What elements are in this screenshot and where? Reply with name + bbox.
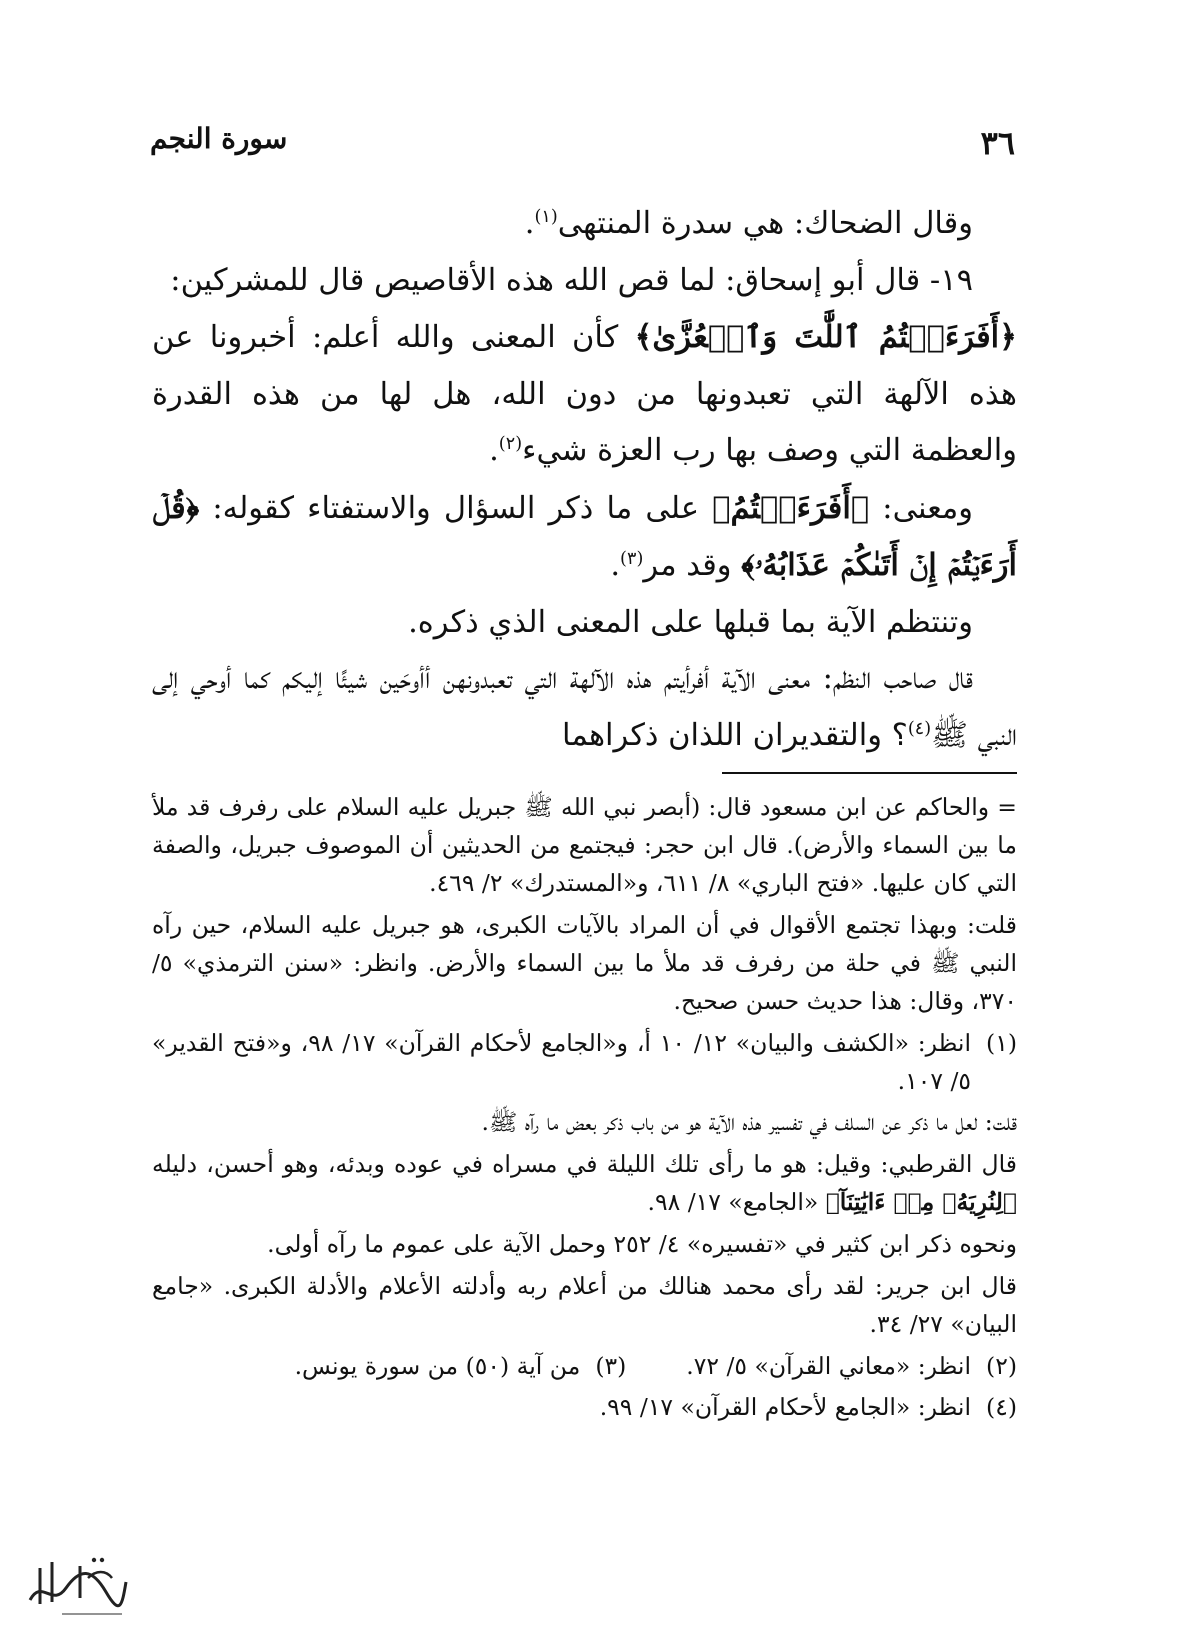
footnote-number: (٢) — [986, 1352, 1017, 1380]
running-header — [150, 118, 1015, 168]
surah-title: سورة النجم — [150, 122, 288, 155]
footnote-text: انظر: «الكشف والبيان» ١٢/ ١٠ أ، و«الجامع لأحكام القرآن» ١٧/ ٩٨، و«فتح القدير» ٥/ ١٠٧. — [152, 1029, 971, 1095]
main-text — [152, 196, 1017, 764]
paragraph-abu-ishaq: ١٩- قال أبو إسحاق: لما قص الله هذه الأقاصيص قال للمشركين: — [170, 262, 973, 298]
footnote-continuation-note: قلت: وبهذا تجتمع الأقوال في أن المراد بالآيات الكبرى، هو جبريل عليه السلام، حين رآه النبي ﷺ في حلة من رفرف قد ملأ ما بين السماء والأرض. وانظر: «سنن الترمذي» ٥/ ٣٧٠، وقال: هذا حديث حسن صحيح. — [152, 911, 1017, 1015]
footnote-1-note: قلت: لعل ما ذكر عن السلف في تفسير هذه الآية هو من باب ذكر بعض ما رآه ﷺ. — [481, 1108, 1017, 1136]
quran-verse: ﴿لِنُرِيَهُۥ مِنۡ ءَايَٰتِنَآ﴾ — [825, 1188, 1017, 1216]
footnote-4 — [152, 1388, 1017, 1426]
footnote-text: انظر: «الجامع لأحكام القرآن» ١٧/ ٩٩. — [599, 1393, 971, 1421]
page-number: ٣٦ — [980, 124, 1015, 162]
footnotes-2-3 — [152, 1347, 1017, 1385]
footnote-text: انظر: «معاني القرآن» ٥/ ٧٢. — [686, 1352, 971, 1380]
paragraph-lat-uzza: ﴿أَفَرَءَيۡتُمُ ٱللَّٰتَ وَٱلۡعُزَّىٰ﴾ كأن المعنى والله أعلم: أخبرونا عن هذه الآلهة التي تعبدونها من دون الله، هل لها من هذه القدرة والعظمة التي وصف بها رب العزة شيء$^{(٢)}$. — [152, 319, 1017, 468]
paragraph-context: وتنتظم الآية بما قبلها على المعنى الذي ذكره. — [408, 604, 973, 640]
footnote-number: (٤) — [986, 1393, 1017, 1421]
paragraph-meaning: ومعنى: ﴿أَفَرَءَيۡتُمُ﴾ على ما ذكر السؤال والاستفتاء كقوله: ﴿قُلۡ أَرَءَيۡتُمۡ إِنۡ أَتَىٰكُمۡ عَذَابُهُۥ﴾ وقد مر$^{(٣)}$. — [152, 489, 1017, 583]
paragraph-sahib-nazm: قال صاحب النظم: معنى الآية أفرأيتم هذه الآلهة التي تعبدونهن أأوحَين شيئًا إليكم كما أوحي إلى النبي ﷺ$^{(٤)}$؟ والتقديران اللذان ذكراهما — [152, 661, 1017, 753]
footnote-1-ibn-jarir: قال ابن جرير: لقد رأى محمد هنالك من أعلام ربه وأدلته الأعلام والأدلة الكبرى. «جامع البيان» ٢٧/ ٣٤. — [152, 1272, 1017, 1338]
footnote-2 — [686, 1347, 1017, 1385]
footnote-1-ibn-kathir: ونحوه ذكر ابن كثير في «تفسيره» ٤/ ٢٥٢ وحمل الآية على عموم ما رآه أولى. — [267, 1230, 1017, 1258]
quran-verse: ﴿أَفَرَءَيۡتُمُ﴾ — [712, 489, 870, 526]
calligraphy-logo — [22, 1548, 132, 1626]
footnote-3 — [295, 1347, 627, 1385]
paragraph-dahhak: وقال الضحاك: هي سدرة المنتهى$^{(١)}$. — [524, 206, 973, 241]
footnote-ref-2[interactable]: (٢) — [498, 433, 523, 454]
footnote-continuation: = والحاكم عن ابن مسعود قال: (أبصر نبي الله ﷺ جبريل عليه السلام على رفرف قد ملأ ما بين السماء والأرض). قال ابن حجر: فيجتمع من الحديثين أن الموصوف جبريل، والصفة التي كان عليها. «فتح الباري» ٨/ ٦١١، و«المستدرك» ٢/ ٤٦٩. — [152, 793, 1017, 897]
quran-verse: ﴿أَفَرَءَيۡتُمُ ٱللَّٰتَ وَٱلۡعُزَّىٰ﴾ — [634, 319, 1017, 355]
footnote-text: من آية (٥٠) من سورة يونس. — [294, 1352, 581, 1380]
footnotes — [152, 788, 1017, 1429]
footnote-ref-1[interactable]: (١) — [534, 206, 558, 227]
footnote-1 — [152, 1024, 1017, 1100]
quran-verse: ﴿قُلۡ أَرَءَيۡتُمۡ إِنۡ أَتَىٰكُمۡ عَذَابُهُۥ﴾ — [152, 489, 1017, 583]
footnote-1-qurtubi: قال القرطبي: وقيل: هو ما رأى تلك الليلة في مسراه في عوده وبدئه، وهو أحسن، دليله ﴿لِنُرِيَهُۥ مِنۡ ءَايَٰتِنَآ﴾ «الجامع» ١٧/ ٩٨. — [152, 1150, 1017, 1216]
footnote-number: (١) — [986, 1029, 1017, 1057]
footnote-ref-3[interactable]: (٣) — [620, 548, 644, 569]
footnote-ref-4[interactable]: (٤) — [907, 718, 932, 739]
footnote-number: (٣) — [595, 1352, 627, 1380]
footnote-separator — [722, 772, 1017, 774]
